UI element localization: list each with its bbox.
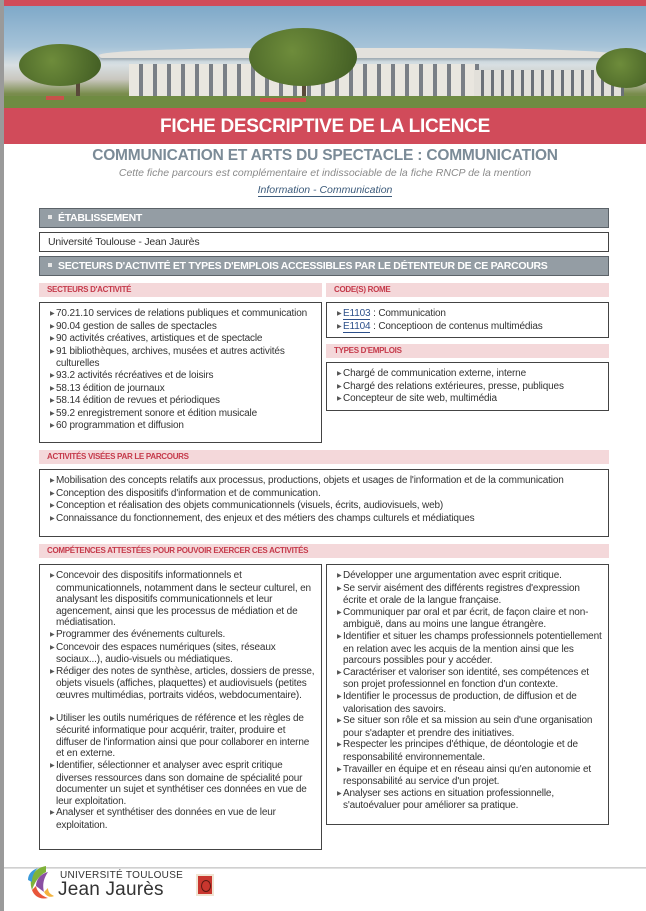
triangle-bullet-icon: ▶ bbox=[337, 742, 342, 749]
triangle-bullet-icon: ▶ bbox=[50, 490, 55, 497]
list-item bbox=[50, 321, 315, 334]
list-item bbox=[50, 642, 315, 666]
triangle-bullet-icon: ▶ bbox=[337, 323, 342, 330]
list-item bbox=[50, 333, 315, 346]
lawn bbox=[4, 96, 646, 108]
list-item bbox=[50, 395, 315, 408]
list-item bbox=[337, 607, 602, 631]
university-seal-icon bbox=[196, 874, 214, 896]
list-item-text: Chargé des relations extérieures, presse, publiques bbox=[343, 380, 564, 392]
triangle-bullet-icon: ▶ bbox=[337, 718, 342, 725]
list-item bbox=[50, 807, 315, 831]
triangle-bullet-icon: ▶ bbox=[50, 810, 55, 817]
list-item bbox=[337, 583, 602, 607]
list-item-text: 90 activités créatives, artistiques et de spectacle bbox=[56, 333, 263, 345]
list-item bbox=[50, 383, 315, 396]
campus-banner-image bbox=[4, 6, 646, 108]
tagline: Cette fiche parcours est complémentaire et indissociable de la fiche RNCP de la mention bbox=[118, 167, 532, 179]
etablissement-value: Université Toulouse - Jean Jaurès bbox=[39, 232, 609, 252]
subheader-codes-rome: CODE(S) ROME bbox=[326, 283, 609, 297]
list-item-text: Développer une argumentation avec esprit critique. bbox=[343, 570, 562, 581]
list-item-text: Analyser ses actions en situation professionnelle, s'autoévaluer pour améliorer sa pratique. bbox=[343, 787, 554, 812]
list-item-text: Identifier, sélectionner et analyser avec esprit critique diverses ressources dans son domaine de spécialité pour documenter un sujet et synthétiser ces données en vue de leur exploitation. bbox=[56, 759, 307, 807]
triangle-bullet-icon: ▶ bbox=[337, 790, 342, 797]
list-item bbox=[337, 381, 602, 394]
list-item bbox=[50, 666, 315, 702]
triangle-bullet-icon: ▶ bbox=[337, 573, 342, 579]
list-item bbox=[50, 370, 315, 383]
list-item-text: 93.2 activités récréatives et de loisirs bbox=[56, 369, 214, 381]
list-item-text: Chargé de communication externe, interne bbox=[343, 368, 526, 379]
triangle-bullet-icon: ▶ bbox=[50, 372, 55, 379]
rome-code-item bbox=[337, 308, 602, 321]
list-item bbox=[50, 570, 315, 629]
list-item bbox=[337, 570, 602, 583]
list-item bbox=[50, 713, 315, 760]
triangle-bullet-icon: ▶ bbox=[50, 423, 55, 430]
list-item-text: Caractériser et valoriser son identité, ses compétences et son projet professionnel en fonction d'un contexte. bbox=[343, 666, 589, 691]
triangle-bullet-icon: ▶ bbox=[50, 410, 55, 417]
triangle-bullet-icon: ▶ bbox=[337, 371, 342, 377]
codes-rome-list bbox=[337, 308, 602, 333]
list-item-text: Travailler en équipe et en réseau ainsi qu'en autonomie et responsabilité au service d'un projet. bbox=[343, 763, 592, 788]
list-item-text: Concepteur de site web, multimédia bbox=[343, 393, 497, 405]
triangle-bullet-icon: ▶ bbox=[337, 633, 342, 640]
activites-box bbox=[39, 469, 609, 537]
rome-code-link[interactable]: E1103 bbox=[343, 308, 371, 319]
triangle-bullet-icon: ▶ bbox=[50, 478, 55, 484]
mention-link-wrapper bbox=[4, 180, 646, 198]
list-item bbox=[50, 488, 602, 501]
triangle-bullet-icon: ▶ bbox=[50, 644, 55, 651]
triangle-bullet-icon: ▶ bbox=[50, 503, 55, 510]
square-bullet-icon bbox=[48, 263, 52, 267]
competences-right-box bbox=[326, 564, 609, 825]
list-item-text: Se servir aisément des différents registres d'expression écrite et orale de la langue française. bbox=[343, 582, 580, 607]
triangle-bullet-icon: ▶ bbox=[337, 585, 342, 592]
codes-rome-box bbox=[326, 302, 609, 338]
rome-code-label: : Conceptioon de contenus multimédias bbox=[370, 320, 543, 332]
list-item-text: Respecter les principes d'éthique, de déontologie et de responsabilité environnementale. bbox=[343, 739, 578, 763]
section-title: ÉTABLISSEMENT bbox=[58, 212, 142, 224]
list-item bbox=[50, 420, 315, 433]
list-item-text: 70.21.10 services de relations publiques et communication bbox=[56, 308, 308, 319]
list-item-text: Connaissance du fonctionnement, des enjeux et des métiers des champs culturels et médiatiques bbox=[56, 512, 475, 524]
list-item-text: 60 programmation et diffusion bbox=[56, 420, 184, 432]
triangle-bullet-icon: ▶ bbox=[50, 762, 55, 769]
rome-code-item bbox=[337, 321, 602, 334]
list-item-text: Mobilisation des concepts relatifs aux processus, productions, objets et usages de l'information et de la communication bbox=[56, 475, 564, 486]
list-item-text: Conception et réalisation des objets communicationnels (visuels, écrits, audiovisuels, web) bbox=[56, 500, 444, 512]
list-item bbox=[50, 760, 315, 807]
triangle-bullet-icon: ▶ bbox=[337, 693, 342, 700]
list-item-text: Conception des dispositifs d'information et de communication. bbox=[56, 487, 321, 499]
list-item-text: 90.04 gestion de salles de spectacles bbox=[56, 320, 217, 332]
triangle-bullet-icon: ▶ bbox=[337, 311, 342, 317]
triangle-bullet-icon: ▶ bbox=[50, 323, 55, 330]
list-item-text: Identifier le processus de production, de diffusion et de valorisation des savoirs. bbox=[343, 690, 577, 715]
subheader-competences: COMPÉTENCES ATTESTÉES POUR POUVOIR EXERCER CES ACTIVITÉS bbox=[39, 544, 609, 558]
triangle-bullet-icon: ▶ bbox=[337, 396, 342, 403]
list-item bbox=[337, 739, 602, 763]
list-item bbox=[50, 513, 602, 526]
section-header-secteurs bbox=[39, 256, 609, 276]
list-item bbox=[337, 393, 602, 406]
triangle-bullet-icon: ▶ bbox=[50, 385, 55, 392]
list-item bbox=[50, 475, 602, 488]
list-item bbox=[50, 408, 315, 421]
triangle-bullet-icon: ▶ bbox=[50, 631, 55, 638]
subheader-types-emplois: TYPES D'EMPLOIS bbox=[326, 344, 609, 358]
triangle-bullet-icon: ▶ bbox=[50, 715, 55, 722]
program-title: COMMUNICATION ET ARTS DU SPECTACLE : COMMUNICATION bbox=[92, 147, 558, 164]
bench bbox=[46, 96, 64, 100]
list-item-text: Programmer des événements culturels. bbox=[56, 628, 226, 640]
list-item-text: Utiliser les outils numériques de référence et les règles de sécurité informatique pour acquérir, traiter, produire et diffuser de l'information ainsi que pour collaborer en interne et en externe. bbox=[56, 712, 310, 760]
secteurs-list-box bbox=[39, 302, 322, 443]
bench bbox=[260, 98, 306, 102]
list-item-text: 58.14 édition de revues et périodiques bbox=[56, 395, 220, 407]
list-item-text: Identifier et situer les champs professionnels potentiellement en relation avec les acquis de la mention ainsi que les parcours possibles pour y accéder. bbox=[343, 630, 602, 667]
triangle-bullet-icon: ▶ bbox=[50, 515, 55, 522]
list-item-text: Se situer son rôle et sa mission au sein d'une organisation pour s'adapter et prendre des initiatives. bbox=[343, 715, 593, 739]
triangle-bullet-icon: ▶ bbox=[50, 348, 55, 355]
triangle-bullet-icon: ▶ bbox=[337, 669, 342, 676]
logo-text-university: UNIVERSITÉ TOULOUSE bbox=[60, 870, 184, 881]
types-emplois-list bbox=[337, 368, 602, 406]
list-item bbox=[50, 346, 315, 370]
page-title: FICHE DESCRIPTIVE DE LA LICENCE bbox=[4, 108, 646, 144]
rome-code-link[interactable]: E1104 bbox=[343, 320, 371, 332]
list-item-text: Communiquer par oral et par écrit, de façon claire et non-ambiguë, dans au moins une langue étrangère. bbox=[343, 606, 589, 631]
list-item bbox=[337, 631, 602, 667]
list-item-text: 91 bibliothèques, archives, musées et autres activités culturelles bbox=[56, 345, 285, 370]
list-item bbox=[337, 368, 602, 381]
triangle-bullet-icon: ▶ bbox=[50, 311, 55, 317]
subheader-secteurs: SECTEURS D'ACTIVITÉ bbox=[39, 283, 322, 297]
competences-left-box bbox=[39, 564, 322, 850]
list-item bbox=[337, 764, 602, 788]
triangle-bullet-icon: ▶ bbox=[50, 573, 55, 579]
list-item-text: Analyser et synthétiser des données en vue de leur exploitation. bbox=[56, 807, 276, 831]
list-item bbox=[337, 667, 602, 691]
triangle-bullet-icon: ▶ bbox=[337, 766, 342, 773]
list-item-text: Rédiger des notes de synthèse, articles, dossiers de presse, objets visuels (affiches, plaquettes) et audiovisuels (petites œuvres multimédias, portraits vidéos, webdocumentaire). bbox=[56, 665, 315, 701]
triangle-bullet-icon: ▶ bbox=[50, 668, 55, 675]
types-emplois-box bbox=[326, 362, 609, 411]
list-item-text: 59.2 enregistrement sonore et édition musicale bbox=[56, 407, 257, 419]
triangle-bullet-icon: ▶ bbox=[50, 336, 55, 343]
list-item bbox=[337, 788, 602, 812]
section-header-etablissement bbox=[39, 208, 609, 228]
list-item bbox=[50, 629, 315, 642]
list-item bbox=[50, 308, 315, 321]
tree bbox=[19, 44, 101, 86]
triangle-bullet-icon: ▶ bbox=[50, 398, 55, 405]
building-canopy bbox=[99, 48, 619, 58]
list-item-text: Concevoir des espaces numériques (sites, réseaux sociaux...), audio-visuels ou médiatiques. bbox=[56, 641, 276, 666]
subheader-activites: ACTIVITÉS VISÉES PAR LE PARCOURS bbox=[39, 450, 609, 464]
list-item bbox=[50, 500, 602, 513]
mention-link[interactable]: Information - Communication bbox=[257, 184, 393, 196]
competences-left-list bbox=[50, 570, 315, 831]
section-title: SECTEURS D'ACTIVITÉ ET TYPES D'EMPLOIS ACCESSIBLES PAR LE DÉTENTEUR DE CE PARCOURS bbox=[58, 260, 548, 272]
list-item bbox=[337, 715, 602, 739]
secteurs-list bbox=[50, 308, 315, 433]
activites-list bbox=[50, 475, 602, 525]
list-item-text: Concevoir des dispositifs informationnels et communicationnels, notamment dans le secteur culturel, en analysant les dispositifs communicationnels et leur agencement, ainsi que les processus de médiation et de médiatisation. bbox=[56, 570, 311, 629]
university-logo bbox=[24, 858, 224, 904]
triangle-bullet-icon: ▶ bbox=[337, 609, 342, 616]
rome-code-label: : Communication bbox=[370, 308, 446, 319]
list-item-text: 58.13 édition de journaux bbox=[56, 382, 165, 394]
competences-right-list bbox=[337, 570, 602, 812]
triangle-bullet-icon: ▶ bbox=[337, 383, 342, 390]
tree bbox=[249, 28, 357, 86]
list-item bbox=[337, 691, 602, 715]
square-bullet-icon bbox=[48, 215, 52, 219]
logo-text-jean-jaures: Jean Jaurès bbox=[58, 879, 164, 900]
